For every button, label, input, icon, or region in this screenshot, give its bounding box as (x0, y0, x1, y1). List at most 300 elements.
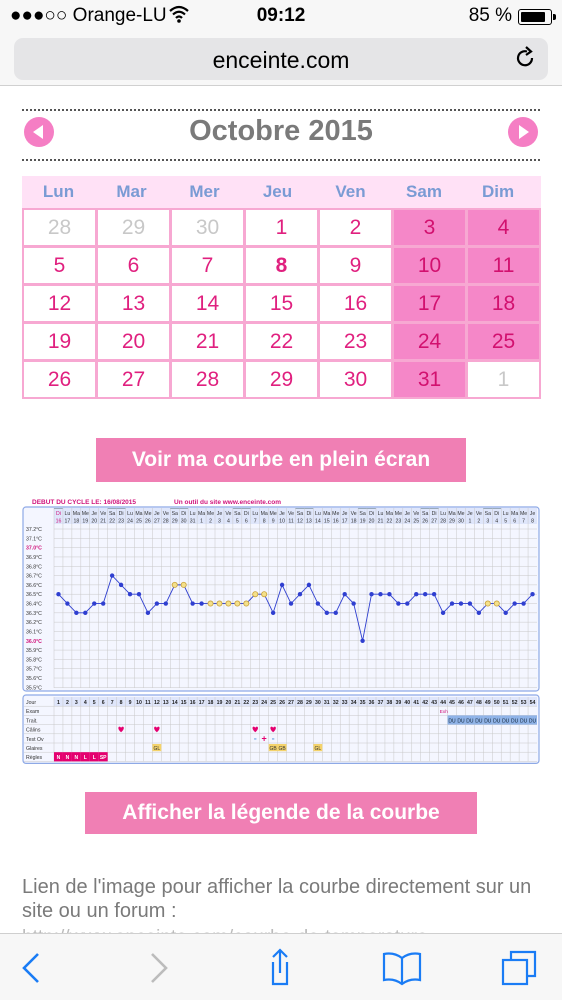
calendar-day[interactable]: 30 (320, 362, 391, 397)
date-label: 19 (359, 518, 366, 525)
day-name-label: Di (56, 511, 61, 517)
date-label: 25 (136, 518, 142, 525)
weekday-label: Dim (481, 182, 515, 201)
temperature-point (128, 592, 132, 596)
day-name-label: Di (118, 511, 124, 517)
cycle-day-label: 14 (171, 700, 178, 706)
temperature-point (441, 611, 445, 615)
date-label: 27 (153, 518, 160, 525)
cycle-day-label: 17 (198, 700, 205, 706)
temperature-point (65, 601, 69, 605)
cycle-day-label: 15 (180, 700, 187, 706)
temperature-point (316, 601, 320, 605)
y-tick-label: 35.8°C (26, 657, 42, 664)
temperature-point (244, 601, 249, 606)
temperature-point (101, 601, 105, 605)
date-label: 25 (413, 518, 420, 525)
day-name-label: Me (81, 511, 89, 517)
day-name-label: Lu (377, 511, 384, 517)
day-name-label: Me (206, 511, 215, 517)
cycle-day-label: 47 (467, 700, 473, 706)
forward-icon[interactable] (138, 948, 178, 988)
temperature-point (405, 601, 409, 605)
day-name-label: Me (519, 511, 528, 517)
date-label: 21 (100, 518, 107, 525)
day-name-label: Lu (502, 511, 509, 517)
date-label: 17 (341, 518, 348, 525)
date-label: 19 (82, 518, 89, 525)
day-name-label: Sa (108, 511, 116, 517)
day-name-label: Sa (296, 511, 304, 517)
date-label: 20 (368, 518, 375, 525)
temperature-point (74, 611, 78, 615)
day-name-label: Lu (252, 511, 259, 517)
weekend-mark (304, 508, 313, 509)
trait-label: DU (457, 718, 465, 725)
y-tick-label: 37.0°C (26, 545, 42, 552)
legend-row-label: Glaires (26, 746, 43, 752)
day-name-label: Lu (314, 511, 321, 517)
date-label: 29 (449, 518, 455, 525)
y-tick-label: 37.2°C (26, 527, 42, 533)
day-name-label: Me (269, 511, 277, 517)
cycle-day-label: 43 (431, 700, 438, 706)
cycle-day-label: 7 (110, 700, 114, 706)
temperature-point (83, 611, 87, 615)
y-tick-label: 35.9°C (26, 648, 42, 655)
temperature-point (199, 601, 203, 605)
trait-label: DU (466, 718, 474, 725)
y-tick-label: 36.3°C (26, 610, 42, 617)
day-name-label: Ve (350, 511, 357, 517)
regles-label: L (83, 755, 87, 762)
cycle-day-label: 46 (458, 700, 464, 706)
day-name-label: Lu (64, 511, 71, 517)
cycle-day-label: 36 (368, 700, 375, 706)
trait-label: DU (528, 718, 537, 725)
temperature-point (172, 582, 177, 587)
temperature-point (164, 601, 168, 605)
temperature-point (181, 582, 186, 587)
date-label: 2 (209, 518, 212, 525)
clock: 09:12 (256, 5, 306, 26)
calendar-day[interactable]: 3 (394, 210, 465, 245)
legend-row-label: Test Ov (26, 736, 44, 743)
temperature-point (155, 601, 159, 605)
temperature-point (190, 601, 194, 605)
temperature-point (530, 592, 534, 596)
date-label: 16 (55, 518, 62, 525)
cycle-day-label: 18 (207, 700, 214, 706)
calendar-day[interactable]: 19 (24, 324, 95, 359)
show-legend-button[interactable]: Afficher la légende de la courbe (85, 792, 477, 834)
cycle-day-label: 44 (440, 700, 446, 706)
date-label: 5 (235, 518, 239, 525)
temperature-point (468, 601, 472, 605)
date-label: 16 (332, 518, 339, 525)
temperature-point (477, 611, 481, 615)
cycle-day-label: 37 (377, 700, 384, 706)
day-name-label: Me (457, 511, 465, 517)
day-name-label: Di (494, 511, 500, 517)
weekday-label: Lun (42, 182, 75, 201)
test-ov-mark: - (253, 733, 257, 744)
weekday-label: Mar (116, 182, 147, 201)
trait-label: DU (484, 718, 492, 725)
y-tick-label: 37.1°C (26, 536, 42, 543)
temperature-point (378, 592, 382, 596)
y-tick-label: 35.6°C (26, 676, 42, 683)
temperature-point (387, 592, 391, 596)
day-name-label: Ve (100, 511, 107, 517)
calendar-day[interactable]: 30 (172, 210, 243, 245)
day-name-label: Ma (511, 511, 519, 517)
date-label: 30 (458, 518, 464, 525)
cycle-day-label: 20 (225, 700, 232, 706)
cycle-day-label: 28 (297, 700, 303, 706)
day-name-label: Ma (135, 511, 143, 517)
calendar-day[interactable]: 16 (320, 286, 391, 321)
temperature-point (334, 611, 338, 615)
day-name-label: Je (529, 511, 536, 517)
trait-label: DU (502, 718, 510, 725)
temperature-point (92, 601, 96, 605)
temperature-point (369, 592, 373, 596)
date-label: 23 (118, 518, 124, 525)
calendar-day[interactable]: 25 (468, 324, 539, 359)
date-label: 2 (477, 518, 481, 525)
legend-row-label: Règles (26, 755, 43, 762)
temperature-point (307, 583, 311, 587)
date-label: 7 (253, 518, 257, 525)
calendar-day[interactable]: 13 (98, 286, 169, 321)
day-name-label: Sa (234, 511, 241, 517)
date-label: 18 (73, 518, 80, 525)
calendar-day[interactable]: 26 (24, 362, 95, 397)
cycle-day-label: 31 (323, 700, 330, 706)
date-label: 4 (495, 518, 499, 525)
day-name-label: Di (369, 511, 374, 517)
date-label: 29 (171, 518, 178, 525)
date-label: 6 (513, 518, 517, 525)
trait-label: DU (475, 718, 483, 725)
temperature-point (450, 601, 454, 605)
date-label: 26 (145, 518, 151, 525)
y-tick-label: 36.6°C (26, 582, 42, 589)
calendar-day[interactable]: 28 (172, 362, 243, 397)
regles-label: L (92, 755, 96, 762)
calendar-day[interactable]: 8 (246, 248, 317, 283)
month-title: Octobre 2015 (189, 115, 373, 147)
cycle-day-label: 21 (234, 700, 241, 706)
day-name-label: Lu (189, 511, 196, 517)
glaire-label: GB (269, 746, 277, 752)
y-tick-label: 36.7°C (26, 573, 42, 580)
calendar-day[interactable]: 24 (394, 324, 465, 359)
day-name-label: Ma (197, 511, 206, 517)
temperature-point (494, 601, 499, 606)
legend-row-label: Câlins (26, 727, 41, 734)
day-name-label: Sa (484, 511, 491, 517)
cycle-day-label: 11 (145, 700, 151, 706)
weekend-mark (367, 508, 376, 509)
day-name-label: Ma (448, 511, 456, 517)
temperature-point (280, 583, 284, 587)
day-name-label: Je (216, 511, 223, 517)
y-tick-label: 36.4°C (26, 601, 42, 608)
calendar-day[interactable]: 1 (468, 362, 539, 397)
day-name-label: Je (404, 511, 411, 517)
temperature-point (253, 592, 258, 597)
next-month-button[interactable] (508, 117, 538, 147)
calendar-day[interactable]: 4 (468, 210, 539, 245)
day-name-label: Ma (72, 511, 80, 517)
image-link-description: Lien de l'image pour afficher la courbe directement sur un site ou un forum : (22, 876, 532, 922)
calendar-day[interactable]: 23 (320, 324, 391, 359)
temperature-point (521, 601, 525, 605)
cycle-day-label: 54 (529, 700, 536, 706)
day-name-label: Lu (440, 511, 446, 517)
cycle-day-label: 38 (386, 700, 393, 706)
temperature-point (208, 601, 213, 606)
weekend-mark (170, 508, 179, 509)
date-label: 22 (109, 518, 116, 525)
temperature-point (503, 611, 507, 615)
share-icon[interactable] (260, 948, 300, 988)
calendar-day[interactable]: 9 (320, 248, 391, 283)
weekend-mark (117, 508, 126, 509)
cycle-day-label: 13 (162, 700, 169, 706)
date-label: 13 (306, 518, 312, 525)
cycle-day-label: 4 (83, 700, 87, 706)
calendar-day[interactable]: 31 (394, 362, 465, 397)
day-name-label: Di (181, 511, 187, 517)
trait-label: DU (519, 718, 528, 725)
bookmarks-icon[interactable] (382, 948, 422, 988)
battery-percent: 85 % (468, 5, 512, 26)
calendar-day[interactable]: 1 (246, 210, 317, 245)
date-label: 14 (314, 518, 321, 525)
weekday-label: Sam (406, 182, 442, 201)
date-label: 4 (226, 518, 230, 525)
weekend-mark (54, 508, 63, 509)
day-name-label: Di (306, 511, 312, 517)
date-label: 20 (91, 518, 98, 525)
cycle-day-label: 45 (449, 700, 455, 706)
calendar-day[interactable]: 27 (98, 362, 169, 397)
cycle-day-label: 9 (128, 700, 132, 706)
day-name-label: Ma (260, 511, 268, 517)
weekday-label: Mer (189, 182, 220, 201)
regles-label: N (65, 755, 70, 762)
date-label: 26 (422, 518, 429, 525)
glaire-label: GL (314, 746, 322, 752)
cycle-day-label: 25 (270, 700, 277, 706)
day-name-label: Sa (171, 511, 178, 517)
fullscreen-chart-button[interactable]: Voir ma courbe en plein écran (96, 438, 466, 482)
day-name-label: Je (467, 511, 473, 517)
date-label: 3 (218, 518, 221, 525)
cycle-day-label: 1 (57, 700, 60, 706)
y-tick-label: 36.1°C (26, 629, 42, 636)
temperature-point (271, 611, 275, 615)
calendar-day[interactable]: 15 (246, 286, 317, 321)
regles-label: N (56, 755, 61, 762)
cycle-day-label: 8 (119, 700, 123, 706)
day-name-label: Ma (385, 511, 394, 517)
legend-row-label: Trait. (26, 718, 38, 725)
y-tick-label: 35.5°C (26, 685, 42, 692)
weekend-mark (242, 508, 251, 509)
y-tick-label: 36.0°C (26, 638, 42, 645)
cycle-day-label: 53 (520, 700, 527, 706)
date-label: 17 (64, 518, 71, 525)
date-label: 6 (244, 518, 248, 525)
temperature-point (360, 639, 364, 643)
cycle-day-label: 50 (493, 700, 500, 706)
temperature-point (298, 592, 302, 596)
date-label: 28 (162, 518, 169, 525)
battery-icon (518, 9, 552, 25)
date-label: 1 (200, 518, 204, 525)
month-header (22, 113, 540, 157)
temperature-point (325, 611, 329, 615)
date-label: 5 (504, 518, 508, 525)
date-label: 23 (395, 518, 402, 525)
calendar-day[interactable]: 12 (24, 286, 95, 321)
day-name-label: Ve (413, 511, 420, 517)
reload-icon[interactable] (514, 46, 536, 77)
temperature-point (146, 611, 150, 615)
date-label: 15 (323, 518, 330, 525)
cycle-day-label: 34 (350, 700, 357, 706)
calendar-day[interactable]: 7 (172, 248, 243, 283)
weekend-mark (233, 508, 242, 509)
day-name-label: Ma (323, 511, 331, 517)
day-name-label: Je (154, 511, 160, 517)
chart-frame (23, 507, 539, 691)
carrier-signal: ●●●○○ Orange-LU (10, 5, 167, 26)
date-label: 21 (377, 518, 384, 525)
cycle-day-label: 32 (332, 700, 339, 706)
day-name-label: Lu (127, 511, 133, 517)
chart-title: DEBUT DU CYCLE LE: 16/08/2015 (32, 499, 137, 506)
calendar-day[interactable]: 6 (98, 248, 169, 283)
cycle-day-label: 39 (395, 700, 402, 706)
date-label: 30 (180, 518, 187, 525)
temperature-point (351, 601, 355, 605)
day-name-label: Je (279, 511, 285, 517)
address-bar[interactable] (14, 38, 548, 80)
cycle-day-label: 24 (261, 700, 268, 706)
temperature-point (56, 592, 60, 596)
divider (22, 109, 540, 111)
date-label: 18 (350, 518, 357, 525)
date-label: 10 (279, 518, 285, 525)
date-label: 24 (127, 518, 133, 525)
weekend-mark (179, 508, 188, 509)
regles-label: N (74, 755, 79, 762)
date-label: 22 (386, 518, 393, 525)
cycle-day-label: 6 (101, 700, 105, 706)
calendar-day[interactable]: 29 (98, 210, 169, 245)
date-label: 8 (531, 518, 534, 525)
day-name-label: Ve (287, 511, 295, 517)
calendar-day[interactable]: 10 (394, 248, 465, 283)
cycle-day-label: 35 (359, 700, 366, 706)
test-ov-mark: - (271, 733, 275, 744)
day-name-label: Sa (359, 511, 366, 517)
legend-row-label: Exam (26, 709, 40, 716)
temperature-point (119, 583, 123, 587)
day-name-label: Je (341, 511, 348, 517)
date-label: 12 (297, 518, 303, 525)
cycle-day-label: 5 (92, 700, 96, 706)
temperature-point (459, 601, 463, 605)
back-icon[interactable] (14, 948, 54, 988)
cycle-day-label: 16 (189, 700, 196, 706)
calendar-day[interactable]: 21 (172, 324, 243, 359)
calendar-day[interactable]: 2 (320, 210, 391, 245)
day-name-label: Sa (422, 511, 429, 517)
month-calendar (22, 176, 541, 399)
temperature-point (432, 592, 436, 596)
y-tick-label: 36.2°C (26, 620, 42, 627)
temperature-point (289, 601, 293, 605)
glaire-label: GB (278, 746, 286, 752)
regles-label: SP (99, 755, 107, 762)
cycle-day-label: 19 (216, 700, 223, 706)
date-label: 24 (404, 518, 411, 525)
date-label: 1 (468, 518, 472, 525)
date-label: 28 (440, 518, 446, 525)
weekend-mark (421, 508, 430, 509)
trait-label: DU (448, 718, 456, 725)
calendar-day[interactable]: 20 (98, 324, 169, 359)
calendar-day[interactable]: 28 (24, 210, 95, 245)
tabs-icon[interactable] (500, 948, 540, 988)
weekday-header (22, 176, 541, 208)
calendar-day[interactable]: 17 (394, 286, 465, 321)
date-label: 8 (262, 518, 266, 525)
calendar-day[interactable]: 11 (468, 248, 539, 283)
chart-subtitle: Un outil du site www.enceinte.com (174, 499, 282, 506)
date-label: 7 (522, 518, 526, 525)
weekend-mark (296, 508, 305, 509)
day-name-label: Me (144, 511, 152, 517)
browser-toolbar (0, 933, 562, 1000)
temperature-chart-svg (22, 495, 541, 771)
temperature-point (423, 592, 427, 596)
temperature-point (217, 601, 222, 606)
cycle-day-label: 52 (511, 700, 518, 706)
calendar-day[interactable]: 29 (246, 362, 317, 397)
temperature-point (342, 592, 346, 596)
exam-mark: Exh (439, 710, 448, 716)
date-label: 3 (486, 518, 490, 525)
weekend-mark (483, 508, 492, 509)
day-name-label: Je (91, 511, 97, 517)
page-content (0, 87, 562, 933)
temperature-point (396, 601, 400, 605)
calendar-day[interactable]: 5 (24, 248, 95, 283)
calendar-day[interactable]: 18 (468, 286, 539, 321)
calendar-day[interactable]: 14 (172, 286, 243, 321)
cycle-day-label: 3 (74, 700, 78, 706)
cycle-day-label: 40 (404, 700, 411, 706)
calendar-day[interactable]: 22 (246, 324, 317, 359)
y-tick-label: 36.5°C (26, 592, 42, 599)
